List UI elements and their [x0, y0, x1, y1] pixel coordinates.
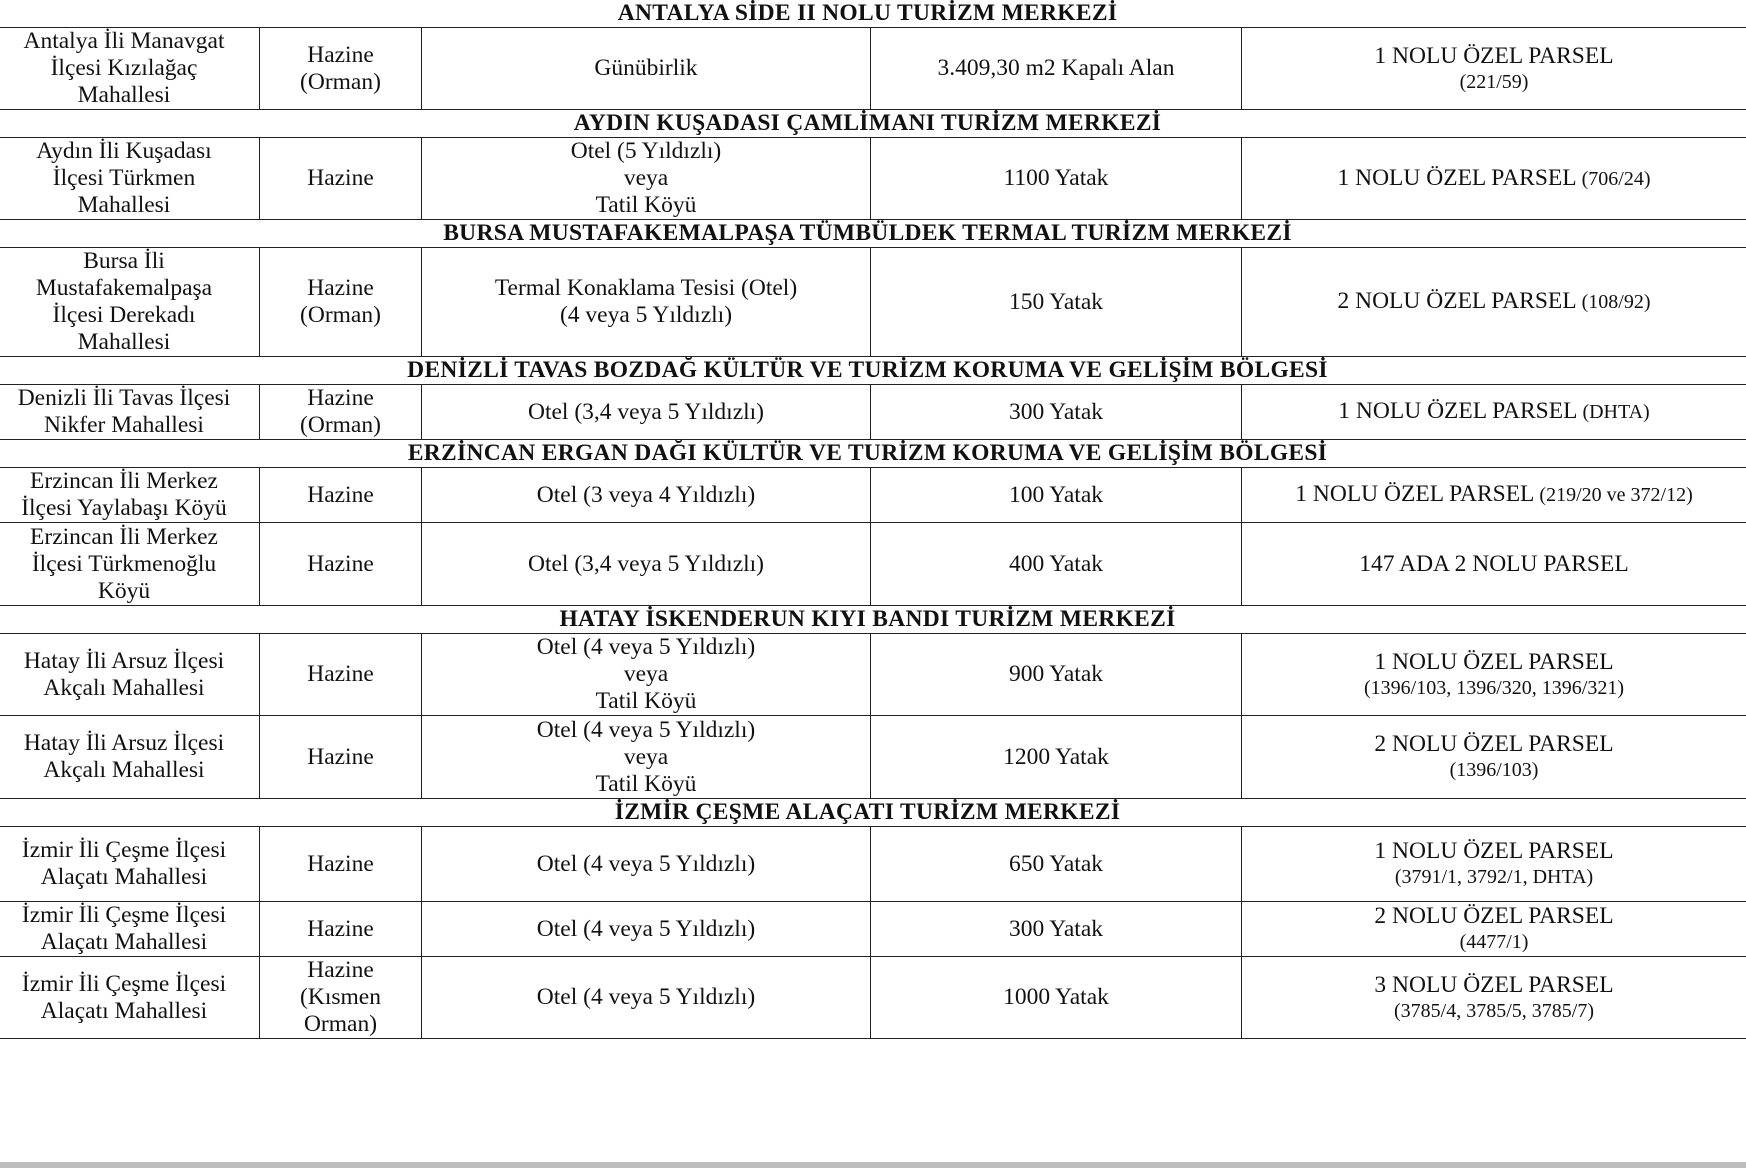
parcel-cell: 2 NOLU ÖZEL PARSEL (108/92)	[1242, 248, 1746, 357]
capacity-cell: 100 Yatak	[871, 468, 1242, 523]
owner-cell: Hazine	[260, 523, 422, 606]
parcel-cell: 2 NOLU ÖZEL PARSEL (1396/103)	[1242, 716, 1746, 799]
owner-cell: Hazine	[260, 902, 422, 957]
parcel-cell: 1 NOLU ÖZEL PARSEL (1396/103, 1396/320, 1396/321)	[1242, 634, 1746, 716]
table-row	[0, 957, 1746, 1039]
use-cell: Otel (3,4 veya 5 Yıldızlı)	[422, 523, 871, 606]
owner-cell: Hazine	[260, 468, 422, 523]
section-header-row	[0, 440, 1746, 468]
location-cell: Bursa İli Mustafakemalpaşa İlçesi Derekadı Mahallesi	[0, 248, 260, 357]
parcel-cell: 1 NOLU ÖZEL PARSEL (DHTA)	[1242, 385, 1746, 440]
section-header-row	[0, 799, 1746, 827]
owner-cell: Hazine	[260, 634, 422, 716]
location-cell: Erzincan İli Merkez İlçesi Yaylabaşı Köyü	[0, 468, 260, 523]
use-cell: Otel (4 veya 5 Yıldızlı)	[422, 957, 871, 1039]
table-row	[0, 468, 1746, 523]
use-cell: Günübirlik	[422, 28, 871, 110]
use-cell: Otel (4 veya 5 Yıldızlı)	[422, 827, 871, 902]
use-cell: Otel (3 veya 4 Yıldızlı)	[422, 468, 871, 523]
section-header-row	[0, 110, 1746, 138]
table-row	[0, 248, 1746, 357]
section-title: DENİZLİ TAVAS BOZDAĞ KÜLTÜR VE TURİZM KORUMA VE GELİŞİM BÖLGESİ	[0, 357, 1746, 385]
capacity-cell: 3.409,30 m2 Kapalı Alan	[871, 28, 1242, 110]
parcel-cell: 1 NOLU ÖZEL PARSEL (3791/1, 3792/1, DHTA)	[1242, 827, 1746, 902]
parcel-cell: 3 NOLU ÖZEL PARSEL (3785/4, 3785/5, 3785/7)	[1242, 957, 1746, 1039]
table-row	[0, 902, 1746, 957]
capacity-cell: 1200 Yatak	[871, 716, 1242, 799]
location-cell: Antalya İli Manavgat İlçesi Kızılağaç Mahallesi	[0, 28, 260, 110]
section-title: ERZİNCAN ERGAN DAĞI KÜLTÜR VE TURİZM KORUMA VE GELİŞİM BÖLGESİ	[0, 440, 1746, 468]
capacity-cell: 300 Yatak	[871, 385, 1242, 440]
location-cell: Erzincan İli Merkez İlçesi Türkmenoğlu Köyü	[0, 523, 260, 606]
table-row	[0, 716, 1746, 799]
parcel-cell: 147 ADA 2 NOLU PARSEL	[1242, 523, 1746, 606]
table-row	[0, 138, 1746, 220]
capacity-cell: 300 Yatak	[871, 902, 1242, 957]
use-cell: Otel (4 veya 5 Yıldızlı) veya Tatil Köyü	[422, 716, 871, 799]
parcel-cell: 1 NOLU ÖZEL PARSEL (706/24)	[1242, 138, 1746, 220]
owner-cell: Hazine (Kısmen Orman)	[260, 957, 422, 1039]
location-cell: Hatay İli Arsuz İlçesi Akçalı Mahallesi	[0, 716, 260, 799]
table-row	[0, 385, 1746, 440]
capacity-cell: 900 Yatak	[871, 634, 1242, 716]
table-row	[0, 523, 1746, 606]
location-cell: İzmir İli Çeşme İlçesi Alaçatı Mahallesi	[0, 827, 260, 902]
capacity-cell: 400 Yatak	[871, 523, 1242, 606]
section-title: İZMİR ÇEŞME ALAÇATI TURİZM MERKEZİ	[0, 799, 1746, 827]
owner-cell: Hazine	[260, 716, 422, 799]
location-cell: Denizli İli Tavas İlçesi Nikfer Mahallesi	[0, 385, 260, 440]
capacity-cell: 1100 Yatak	[871, 138, 1242, 220]
owner-cell: Hazine (Orman)	[260, 248, 422, 357]
parcel-cell: 1 NOLU ÖZEL PARSEL (219/20 ve 372/12)	[1242, 468, 1746, 523]
section-title: BURSA MUSTAFAKEMALPAŞA TÜMBÜLDEK TERMAL TURİZM MERKEZİ	[0, 220, 1746, 248]
section-header-row	[0, 220, 1746, 248]
capacity-cell: 650 Yatak	[871, 827, 1242, 902]
location-cell: İzmir İli Çeşme İlçesi Alaçatı Mahallesi	[0, 957, 260, 1039]
table-row	[0, 28, 1746, 110]
parcel-cell: 1 NOLU ÖZEL PARSEL (221/59)	[1242, 28, 1746, 110]
capacity-cell: 1000 Yatak	[871, 957, 1242, 1039]
capacity-cell: 150 Yatak	[871, 248, 1242, 357]
section-header-row	[0, 606, 1746, 634]
location-cell: İzmir İli Çeşme İlçesi Alaçatı Mahallesi	[0, 902, 260, 957]
parcel-cell: 2 NOLU ÖZEL PARSEL (4477/1)	[1242, 902, 1746, 957]
use-cell: Termal Konaklama Tesisi (Otel) (4 veya 5 Yıldızlı)	[422, 248, 871, 357]
section-title: AYDIN KUŞADASI ÇAMLİMANI TURİZM MERKEZİ	[0, 110, 1746, 138]
use-cell: Otel (5 Yıldızlı) veya Tatil Köyü	[422, 138, 871, 220]
section-title: HATAY İSKENDERUN KIYI BANDI TURİZM MERKEZİ	[0, 606, 1746, 634]
owner-cell: Hazine (Orman)	[260, 28, 422, 110]
section-header-row	[0, 0, 1746, 28]
page-bottom-edge	[0, 1162, 1746, 1168]
use-cell: Otel (3,4 veya 5 Yıldızlı)	[422, 385, 871, 440]
location-cell: Hatay İli Arsuz İlçesi Akçalı Mahallesi	[0, 634, 260, 716]
use-cell: Otel (4 veya 5 Yıldızlı)	[422, 902, 871, 957]
section-title: ANTALYA SİDE II NOLU TURİZM MERKEZİ	[0, 0, 1746, 28]
use-cell: Otel (4 veya 5 Yıldızlı) veya Tatil Köyü	[422, 634, 871, 716]
table-row	[0, 827, 1746, 902]
owner-cell: Hazine (Orman)	[260, 385, 422, 440]
section-header-row	[0, 357, 1746, 385]
owner-cell: Hazine	[260, 827, 422, 902]
owner-cell: Hazine	[260, 138, 422, 220]
table-row	[0, 634, 1746, 716]
location-cell: Aydın İli Kuşadası İlçesi Türkmen Mahallesi	[0, 138, 260, 220]
